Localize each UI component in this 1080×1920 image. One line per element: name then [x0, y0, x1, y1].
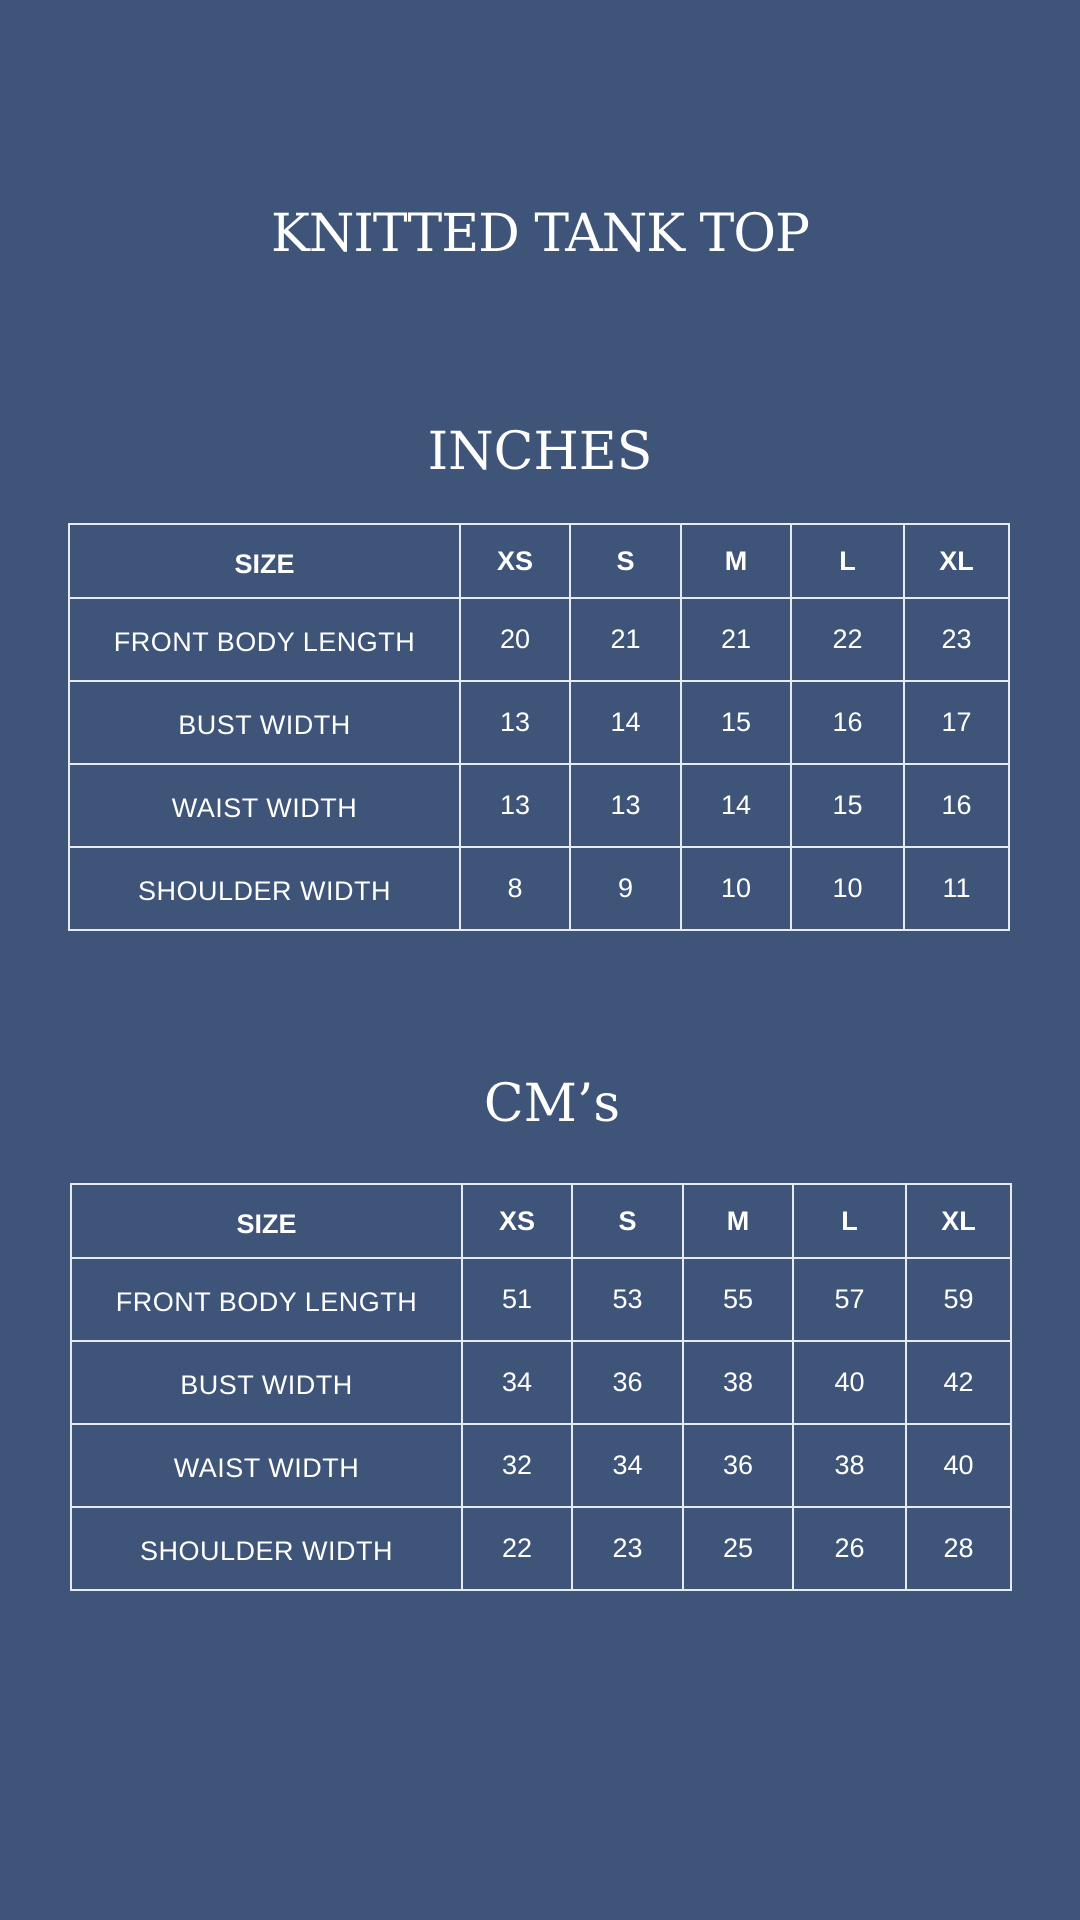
header-m: M [683, 1184, 793, 1258]
table-cell: 13 [570, 764, 681, 847]
table-cell: 40 [793, 1341, 906, 1424]
header-size: SIZE [69, 524, 460, 598]
header-xl: XL [906, 1184, 1011, 1258]
table-cell: 26 [793, 1507, 906, 1590]
header-l: L [791, 524, 904, 598]
header-l: L [793, 1184, 906, 1258]
table-cell: 17 [904, 681, 1009, 764]
table-cell: 25 [683, 1507, 793, 1590]
table-cell: 13 [460, 764, 570, 847]
page-title: KNITTED TANK TOP [271, 204, 809, 264]
table-cell: 15 [681, 681, 791, 764]
table-header-row [71, 1184, 1011, 1258]
table-cell: 8 [460, 847, 570, 930]
table-row [69, 764, 1009, 847]
table-cell: 11 [904, 847, 1009, 930]
inches-heading: INCHES [427, 422, 653, 482]
cm-size-table [70, 1183, 1012, 1591]
table-cell: 21 [681, 598, 791, 681]
table-cell: 34 [572, 1424, 683, 1507]
table-cell: 22 [462, 1507, 572, 1590]
header-xs: XS [460, 524, 570, 598]
table-cell: 20 [460, 598, 570, 681]
header-xl: XL [904, 524, 1009, 598]
table-row [71, 1258, 1011, 1341]
table-cell: 10 [681, 847, 791, 930]
header-s: S [570, 524, 681, 598]
row-label: WAIST WIDTH [71, 1424, 462, 1507]
table-cell: 53 [572, 1258, 683, 1341]
header-xs: XS [462, 1184, 572, 1258]
table-cell: 14 [570, 681, 681, 764]
table-cell: 38 [793, 1424, 906, 1507]
table-cell: 21 [570, 598, 681, 681]
table-cell: 59 [906, 1258, 1011, 1341]
header-m: M [681, 524, 791, 598]
table-cell: 16 [904, 764, 1009, 847]
row-label: BUST WIDTH [69, 681, 460, 764]
table-row [71, 1507, 1011, 1590]
table-cell: 9 [570, 847, 681, 930]
table-row [71, 1341, 1011, 1424]
table-cell: 40 [906, 1424, 1011, 1507]
cm-heading: CM’s [483, 1074, 621, 1134]
table-cell: 28 [906, 1507, 1011, 1590]
row-label: SHOULDER WIDTH [69, 847, 460, 930]
row-label: FRONT BODY LENGTH [69, 598, 460, 681]
table-cell: 36 [683, 1424, 793, 1507]
table-cell: 55 [683, 1258, 793, 1341]
row-label: SHOULDER WIDTH [71, 1507, 462, 1590]
table-row [69, 847, 1009, 930]
inches-size-table [68, 523, 1010, 931]
row-label: BUST WIDTH [71, 1341, 462, 1424]
header-size: SIZE [71, 1184, 462, 1258]
table-cell: 34 [462, 1341, 572, 1424]
table-cell: 42 [906, 1341, 1011, 1424]
row-label: WAIST WIDTH [69, 764, 460, 847]
table-header-row [69, 524, 1009, 598]
table-cell: 36 [572, 1341, 683, 1424]
table-cell: 51 [462, 1258, 572, 1341]
table-cell: 32 [462, 1424, 572, 1507]
table-cell: 16 [791, 681, 904, 764]
table-cell: 10 [791, 847, 904, 930]
table-row [71, 1424, 1011, 1507]
table-row [69, 598, 1009, 681]
table-cell: 14 [681, 764, 791, 847]
table-cell: 23 [572, 1507, 683, 1590]
table-cell: 13 [460, 681, 570, 764]
table-row [69, 681, 1009, 764]
table-cell: 23 [904, 598, 1009, 681]
row-label: FRONT BODY LENGTH [71, 1258, 462, 1341]
table-cell: 57 [793, 1258, 906, 1341]
table-cell: 15 [791, 764, 904, 847]
table-cell: 22 [791, 598, 904, 681]
table-cell: 38 [683, 1341, 793, 1424]
header-s: S [572, 1184, 683, 1258]
